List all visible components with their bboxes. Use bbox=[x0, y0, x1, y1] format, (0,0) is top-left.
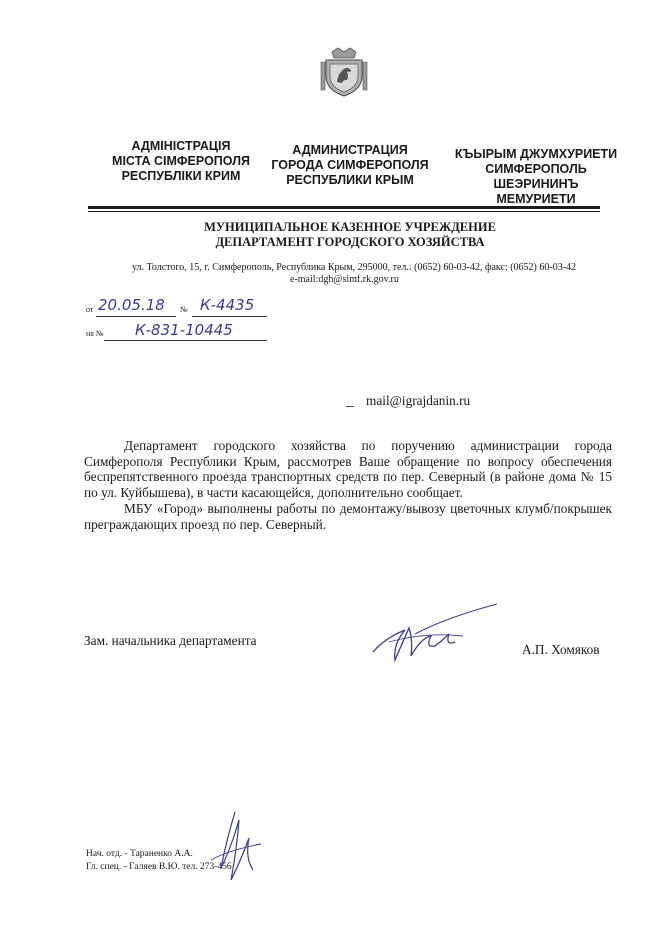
initials-signature-icon bbox=[205, 808, 265, 888]
footer-specialist: Гл. спец. - Галяев В.Ю. тел. 273-456 bbox=[86, 862, 232, 872]
letter-body bbox=[84, 438, 612, 533]
registration-number-underline bbox=[192, 316, 267, 317]
recipient-mark bbox=[346, 406, 354, 407]
organization-email: e-mail:dgh@simf.rk.gov.ru bbox=[290, 274, 399, 285]
signature-position: Зам. начальника департамента bbox=[84, 633, 257, 648]
organization-address: ул. Толстого, 15, г. Симферополь, Республика Крым, 295000, тел.: (0652) 60-03-42, факс: (0652) 60-03-42 bbox=[131, 262, 577, 273]
registration-ref-label: на № bbox=[86, 329, 104, 338]
letterhead-russian: АДМИНИСТРАЦИЯ ГОРОДА СИМФЕРОПОЛЯ РЕСПУБЛИКИ КРЫМ bbox=[271, 143, 429, 187]
recipient-email: mail@igrajdanin.ru bbox=[366, 393, 471, 408]
letterhead-ukrainian: АДМІНІСТРАЦІЯ МІСТА СІМФЕРОПОЛЯ РЕСПУБЛІКИ КРИМ bbox=[112, 139, 250, 183]
letter-paragraph-2: МБУ «Город» выполнены работы по демонтажу/вывозу цветочных клумб/покрышек преграждающих проезд по пер. Северный. bbox=[84, 501, 612, 532]
registration-date-handwritten: 20.05.18 bbox=[98, 296, 165, 314]
registration-ref-underline bbox=[104, 340, 267, 341]
letterhead-divider-thin bbox=[88, 211, 600, 212]
registration-date-underline bbox=[96, 316, 176, 317]
organization-line-2: ДЕПАРТАМЕНТ ГОРОДСКОГО ХОЗЯЙСТВА bbox=[215, 235, 485, 249]
registration-ref-handwritten: К-831-10445 bbox=[135, 321, 233, 339]
organization-line-1: МУНИЦИПАЛЬНОЕ КАЗЕННОЕ УЧРЕЖДЕНИЕ bbox=[204, 220, 496, 234]
letter-paragraph-1: Департамент городского хозяйства по поручению администрации города Симферополя Республики Крым, рассмотрев Ваше обращение по вопросу обеспечения беспрепятственного проезда транспортных средств по пер. Северный (в районе дома № 15 по ул. Куйбышева), в части касающейся, дополнительно сообщает. bbox=[84, 438, 612, 500]
registration-number-label: № bbox=[180, 305, 188, 314]
coat-of-arms-emblem bbox=[318, 46, 370, 98]
handwritten-signature-icon bbox=[365, 600, 505, 670]
organization-name bbox=[140, 220, 560, 250]
signature-name: А.П. Хомяков bbox=[522, 642, 600, 657]
footer-executor: Нач. отд. - Тараненко А.А. bbox=[86, 849, 193, 859]
registration-number-handwritten: К-4435 bbox=[200, 296, 255, 314]
letterhead-divider-thick bbox=[88, 206, 600, 209]
letterhead-crimean-tatar: КЪЫРЫМ ДЖУМХУРИЕТИ СИМФЕРОПОЛЬ ШЕЭРИНИНЪ МЕМУРИЕТИ bbox=[454, 147, 618, 206]
registration-from-label: от bbox=[86, 305, 94, 314]
